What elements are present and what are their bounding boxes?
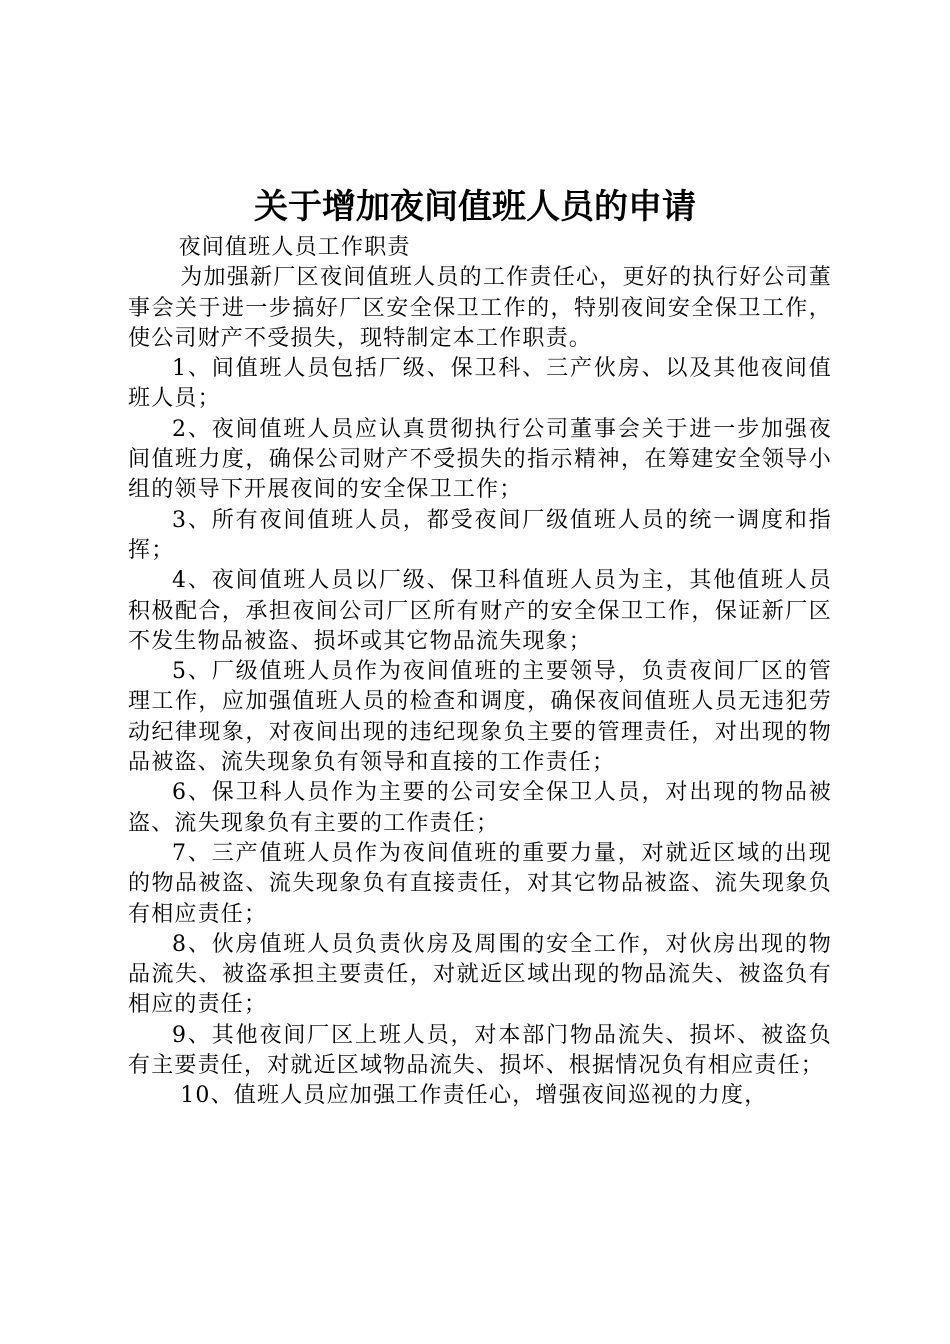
duty-item-8: 8、伙房值班人员负责伙房及周围的安全工作，对伙房出现的物品流失、被盗承担主要责任，对就近区域出现的物品流失、被盗负有相应的责任； [128,931,832,1018]
duty-item-9: 9、其他夜间厂区上班人员，对本部门物品流失、损坏、被盗负有主要责任，对就近区域物品流失、损坏、根据情况负有相应责任； [128,1022,832,1079]
intro-paragraph: 为加强新厂区夜间值班人员的工作责任心，更好的执行好公司董事会关于进一步搞好厂区安全保卫工作的，特别夜间安全保卫工作，使公司财产不受损失，现特制定本工作职责。 [128,265,832,351]
duty-item-4: 4、夜间值班人员以厂级、保卫科值班人员为主，其他值班人员积极配合，承担夜间公司厂区所有财产的安全保卫工作，保证新厂区不发生物品被盗、损坏或其它物品流失现象； [128,568,832,654]
duty-item-5: 5、厂级值班人员作为夜间值班的主要领导，负责夜间厂区的管理工作，应加强值班人员的检查和调度，确保夜间值班人员无违犯劳动纪律现象，对夜间出现的违纪现象负主要的管理责任，对出现的物品被盗、流失现象负有领导和直接的工作责任； [128,659,832,776]
duty-item-2: 2、夜间值班人员应认真贯彻执行公司董事会关于进一步加强夜间值班力度，确保公司财产不受损失的指示精神，在筹建安全领导小组的领导下开展夜间的安全保卫工作； [128,416,832,503]
duty-item-1: 1、间值班人员包括厂级、保卫科、三产伙房、以及其他夜间值班人员； [128,356,832,412]
document-body [128,233,832,1112]
duty-item-10: 10、值班人员应加强工作责任心，增强夜间巡视的力度， [172,1083,768,1109]
duty-item-7: 7、三产值班人员作为夜间值班的重要力量，对就近区域的出现的物品被盗、流失现象负有直接责任，对其它物品被盗、流失现象负有相应责任； [128,840,832,927]
section-heading: 夜间值班人员工作职责 [178,235,411,260]
duty-item-6: 6、保卫科人员作为主要的公司安全保卫人员，对出现的物品被盗、流失现象负有主要的工作责任； [128,780,832,836]
document-title: 关于增加夜间值班人员的申请 [254,187,696,227]
duty-item-3: 3、所有夜间值班人员，都受夜间厂级值班人员的统一调度和指挥； [128,507,832,563]
